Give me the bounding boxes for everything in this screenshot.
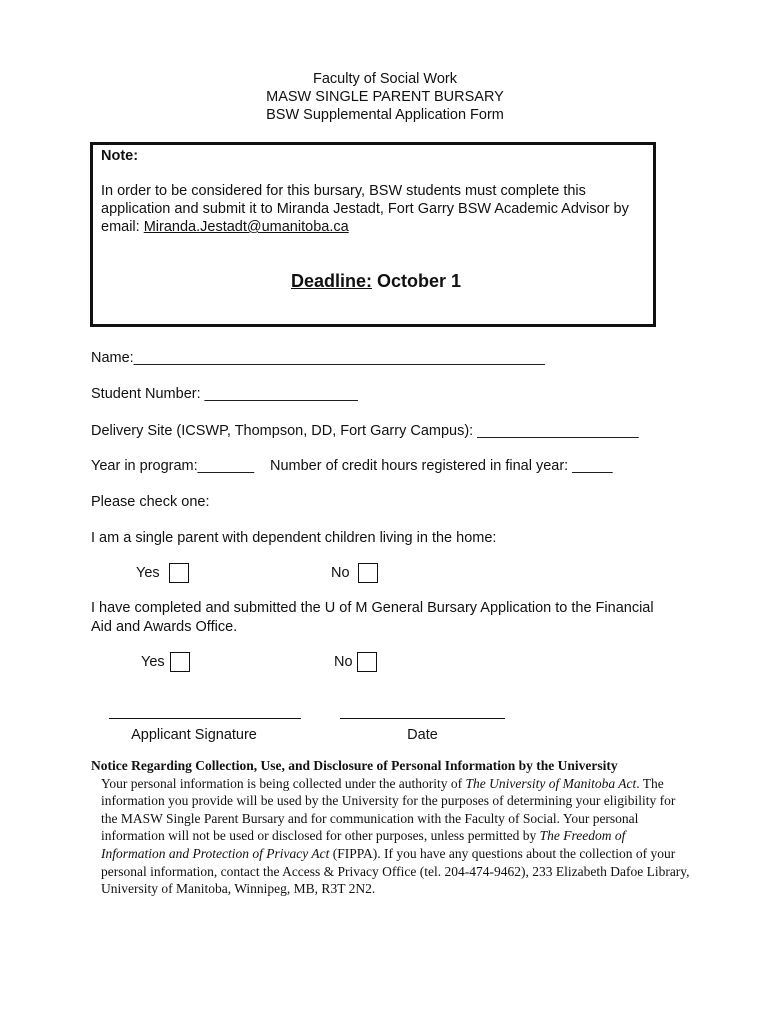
deadline	[90, 271, 662, 292]
general-bursary-no-checkbox[interactable]	[357, 652, 377, 672]
deadline-value: October 1	[372, 271, 462, 291]
faculty-title: Faculty of Social Work	[313, 71, 457, 87]
credit-hours-field[interactable]: Number of credit hours registered in final year: _____	[270, 458, 613, 474]
notice-text-2: . The information you provide will be used by the University for the purposes of determining your eligibility for the MASW Single Parent Bursary and for communication with the Faculty of Social. Your personal information will not be used or disclosed for other purposes, unless permitted by	[101, 775, 676, 844]
single-parent-no-label: No	[331, 565, 350, 581]
notice-text-3: (FIPPA). If you have any questions about the collection of your personal information, contact the Access & Privacy Office (tel. 204-474-9462), 233 Elizabeth Dafoe Library, University of Manitoba, Winnipeg, MB, R3T 2N2.	[101, 845, 690, 897]
privacy-notice-title: Notice Regarding Collection, Use, and Disclosure of Personal Information by the University	[91, 758, 618, 773]
single-parent-no-checkbox[interactable]	[358, 563, 378, 583]
name-field[interactable]: Name:___________________________________________________	[91, 350, 545, 366]
note-body	[101, 182, 641, 236]
notice-text-1: Your personal information is being collected under the authority of	[101, 775, 466, 791]
privacy-notice	[91, 757, 691, 898]
general-bursary-question-line1: I have completed and submitted the U of M General Bursary Application to the Financial	[91, 600, 654, 616]
general-bursary-yes-label: Yes	[141, 654, 165, 670]
note-text: In order to be considered for this bursary, BSW students must complete this application and submit it to Miranda Jestadt, Fort Garry BSW Academic Advisor by email:	[101, 183, 629, 235]
date-label: Date	[407, 727, 438, 743]
notice-act-2: The Freedom of Information and Protection of Privacy Act	[101, 828, 626, 861]
deadline-label: Deadline:	[290, 271, 372, 291]
date-line[interactable]	[340, 718, 505, 719]
form-title: BSW Supplemental Application Form	[266, 107, 504, 123]
privacy-notice-body	[91, 775, 691, 898]
delivery-site-field[interactable]: Delivery Site (ICSWP, Thompson, DD, Fort Garry Campus): ____________________	[91, 423, 639, 439]
signature-line[interactable]	[109, 718, 301, 719]
single-parent-yes-label: Yes	[136, 565, 160, 581]
general-bursary-no-label: No	[334, 654, 353, 670]
check-one-label: Please check one:	[91, 494, 210, 510]
single-parent-question: I am a single parent with dependent children living in the home:	[91, 530, 497, 546]
note-title: Note:	[101, 148, 139, 164]
general-bursary-question-line2: Aid and Awards Office.	[91, 619, 238, 635]
applicant-signature-label: Applicant Signature	[131, 727, 257, 743]
bursary-title: MASW SINGLE PARENT BURSARY	[266, 89, 504, 105]
general-bursary-yes-checkbox[interactable]	[170, 652, 190, 672]
advisor-email-link[interactable]: Miranda.Jestadt@umanitoba.ca	[143, 219, 349, 235]
single-parent-yes-checkbox[interactable]	[169, 563, 189, 583]
notice-act-1: The University of Manitoba Act	[465, 775, 637, 791]
student-number-field[interactable]: Student Number: ___________________	[91, 386, 358, 402]
year-in-program-field[interactable]: Year in program:_______	[91, 458, 255, 474]
